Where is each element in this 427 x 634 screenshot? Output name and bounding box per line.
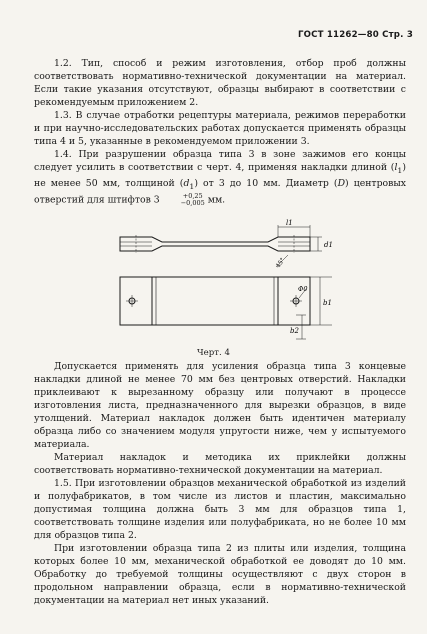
text-block-lower — [34, 360, 406, 607]
paragraph-1-3: 1.3. В случае отработки рецептуры материала, режимов переработки и при научно-исследовательских работах допускается применять образцы типа 4 и 5, указанные в рекомендуемом приложении 3. — [34, 110, 406, 147]
symbol-d1: d — [183, 177, 190, 189]
page-header: ГОСТ 11262—80 Стр. 3 — [297, 30, 413, 40]
tolerance — [161, 193, 205, 207]
paragraph-1-4 — [34, 148, 406, 207]
paragraph-1-5: 1.5. При изготовлении образцов механической обработкой из изделий и полуфабрикатов, в том числе из листов и пластин, максимально допустимая толщина должна быть 3 мм для образцов типа 1, соответствовать толщине изделия или полуфабриката, но не более 10 мм для образцов типа 2. — [34, 478, 406, 541]
text-block-upper — [34, 57, 406, 207]
p14-end: ) от 3 до 10 мм. Диаметр ( — [194, 177, 338, 189]
p14-tail: ) центровых отверстий для штифтов 3 — [34, 177, 406, 206]
label-angle: 45° — [274, 256, 287, 270]
paragraph-type2: При изготовлении образца типа 2 из плиты или изделия, толщина которых более 10 мм, механической обработкой ее доводят до 10 мм. Обработку до требуемой толщины осуществляют с двух сторон в продольном направлении образца, если в нормативно-технической документации на материал нет иных указаний. — [34, 543, 406, 606]
symbol-d1-sub: 1 — [189, 181, 195, 191]
paragraph-overlay-material: Материал накладок и методика их приклейки должны соответствовать нормативно-технической документации на материал. — [34, 452, 406, 476]
label-l1: l1 — [286, 219, 293, 227]
specimen-drawing — [100, 219, 340, 341]
label-diameter: Ф0 — [298, 285, 308, 293]
specimen-side-view — [120, 235, 310, 253]
tolerance-minus: −0,005 — [180, 198, 205, 207]
unit: мм. — [207, 194, 226, 206]
label-d1: d1 — [324, 241, 333, 249]
dimension-d1 — [310, 237, 322, 251]
label-b1: b1 — [323, 299, 332, 307]
paragraph-1-2: 1.2. Тип, способ и режим изготовления, отбор проб должны соответствовать нормативно-технической документации на материал. Если такие указания отсутствуют, образцы выбирают в соответствии с рекомендуемым приложением 2. — [34, 58, 406, 108]
p14-mid: ) не менее 50 мм, толщиной ( — [34, 162, 406, 189]
symbol-l1: l — [394, 162, 398, 173]
paragraph-overlays: Допускается применять для усиления образца типа 3 концевые накладки длиной не менее 70 мм без центровых отверстий. Накладки приклеивают к вырезанному образцу или получают в процессе изготовления листа, предназначенного для вырезки образцов, в виде утолщений. Материал накладок должен быть идентичен материалу образца либо со значением модуля упругости ниже, чем у испытуемого материала. — [34, 361, 406, 450]
figure-caption: Черт. 4 — [197, 348, 230, 358]
p14-text: 1.4. При разрушении образца типа 3 в зоне зажимов его концы следует усилить в соответствии с черт. 4, применяя накладки длиной ( — [34, 149, 406, 173]
tolerance-plus: +0,25 — [182, 191, 203, 200]
label-b2: b2 — [290, 327, 299, 335]
symbol-l1-sub: 1 — [397, 165, 403, 175]
symbol-D: D — [337, 177, 346, 189]
